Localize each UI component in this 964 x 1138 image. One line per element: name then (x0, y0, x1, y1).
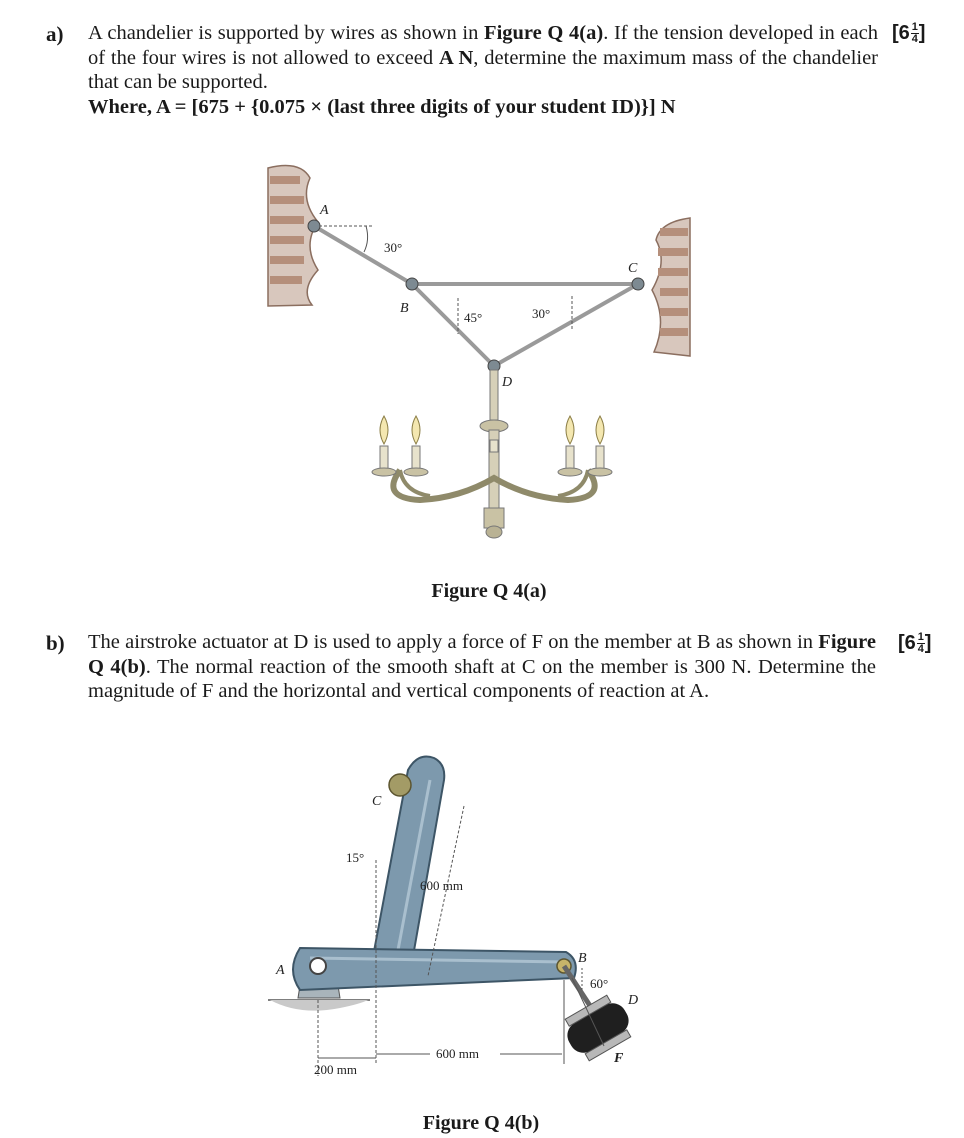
part-a-text-2: . If the tension developed in each of the four wires is not allowed to exceed (88, 22, 878, 69)
fig-b-label-a: A (276, 963, 285, 978)
part-a-marks-prefix: [6 (892, 22, 910, 44)
lower-arm (293, 948, 576, 990)
part-a-marks-den: 4 (911, 33, 918, 45)
part-a-text-1: A chandelier is supported by wires as shown in (88, 22, 485, 44)
part-b-label: b) (46, 631, 65, 655)
part-b-marks-prefix: [6 (898, 632, 916, 654)
fig-b-dim-upper: 600 mm (420, 878, 463, 893)
fig-b-label-d: D (628, 993, 639, 1008)
part-a-where-line: Where, A = [675 + {0.075 × (last three digits of your student ID)}] N (88, 95, 676, 118)
part-b-text-1: The airstroke actuator at D is used to apply a force of F on the member at B as shown in (88, 631, 819, 653)
fig-b-angle-actuator: 60° (590, 976, 609, 991)
fig-b-label-b: B (578, 951, 587, 966)
fig-a-label-a: A (320, 203, 329, 218)
fig-a-angle-bd: 45° (464, 310, 483, 325)
part-a-label: a) (46, 22, 64, 46)
part-b-text-2: . The normal reaction of the smooth shaft at C on the member is 300 N. Determine the magnitude of F and the horizontal and vertical components of reaction at A. (88, 655, 877, 702)
fig-a-label-c: C (628, 261, 638, 276)
figure-a-caption: Figure Q 4(a) (431, 580, 547, 602)
figure-b-caption: Figure Q 4(b) (422, 1112, 540, 1134)
fig-b-dim-left: 200 mm (314, 1062, 357, 1077)
part-a-marks-num: 1 (911, 21, 918, 33)
fig-a-label-d: D (502, 375, 513, 390)
part-b-marks-den: 4 (917, 643, 924, 655)
fig-a-label-b: B (400, 301, 409, 316)
part-b-marks-suffix: ] (924, 632, 932, 654)
fig-b-label-f: F (614, 1051, 624, 1066)
fig-a-angle-ab: 30° (384, 240, 403, 255)
fig-b-angle-shaft: 15° (346, 850, 365, 865)
dimension-lines (318, 806, 604, 1076)
part-b-figure-ref: Figure Q 4(b) (88, 631, 876, 678)
part-a-tension-symbol: A N (438, 46, 474, 69)
ground (268, 1000, 370, 1011)
part-a-marks-suffix: ] (918, 22, 926, 44)
part-b-marks-num: 1 (917, 631, 924, 643)
fig-b-dim-lower: 600 mm (436, 1046, 479, 1061)
shaft-c (389, 774, 411, 796)
part-a-figure-ref: Figure Q 4(a) (484, 22, 604, 44)
fig-a-angle-cd: 30° (532, 306, 551, 321)
fig-b-label-c: C (372, 794, 382, 809)
part-a-text-3: , determine the maximum mass of the chandelier that can be supported. (88, 46, 879, 93)
